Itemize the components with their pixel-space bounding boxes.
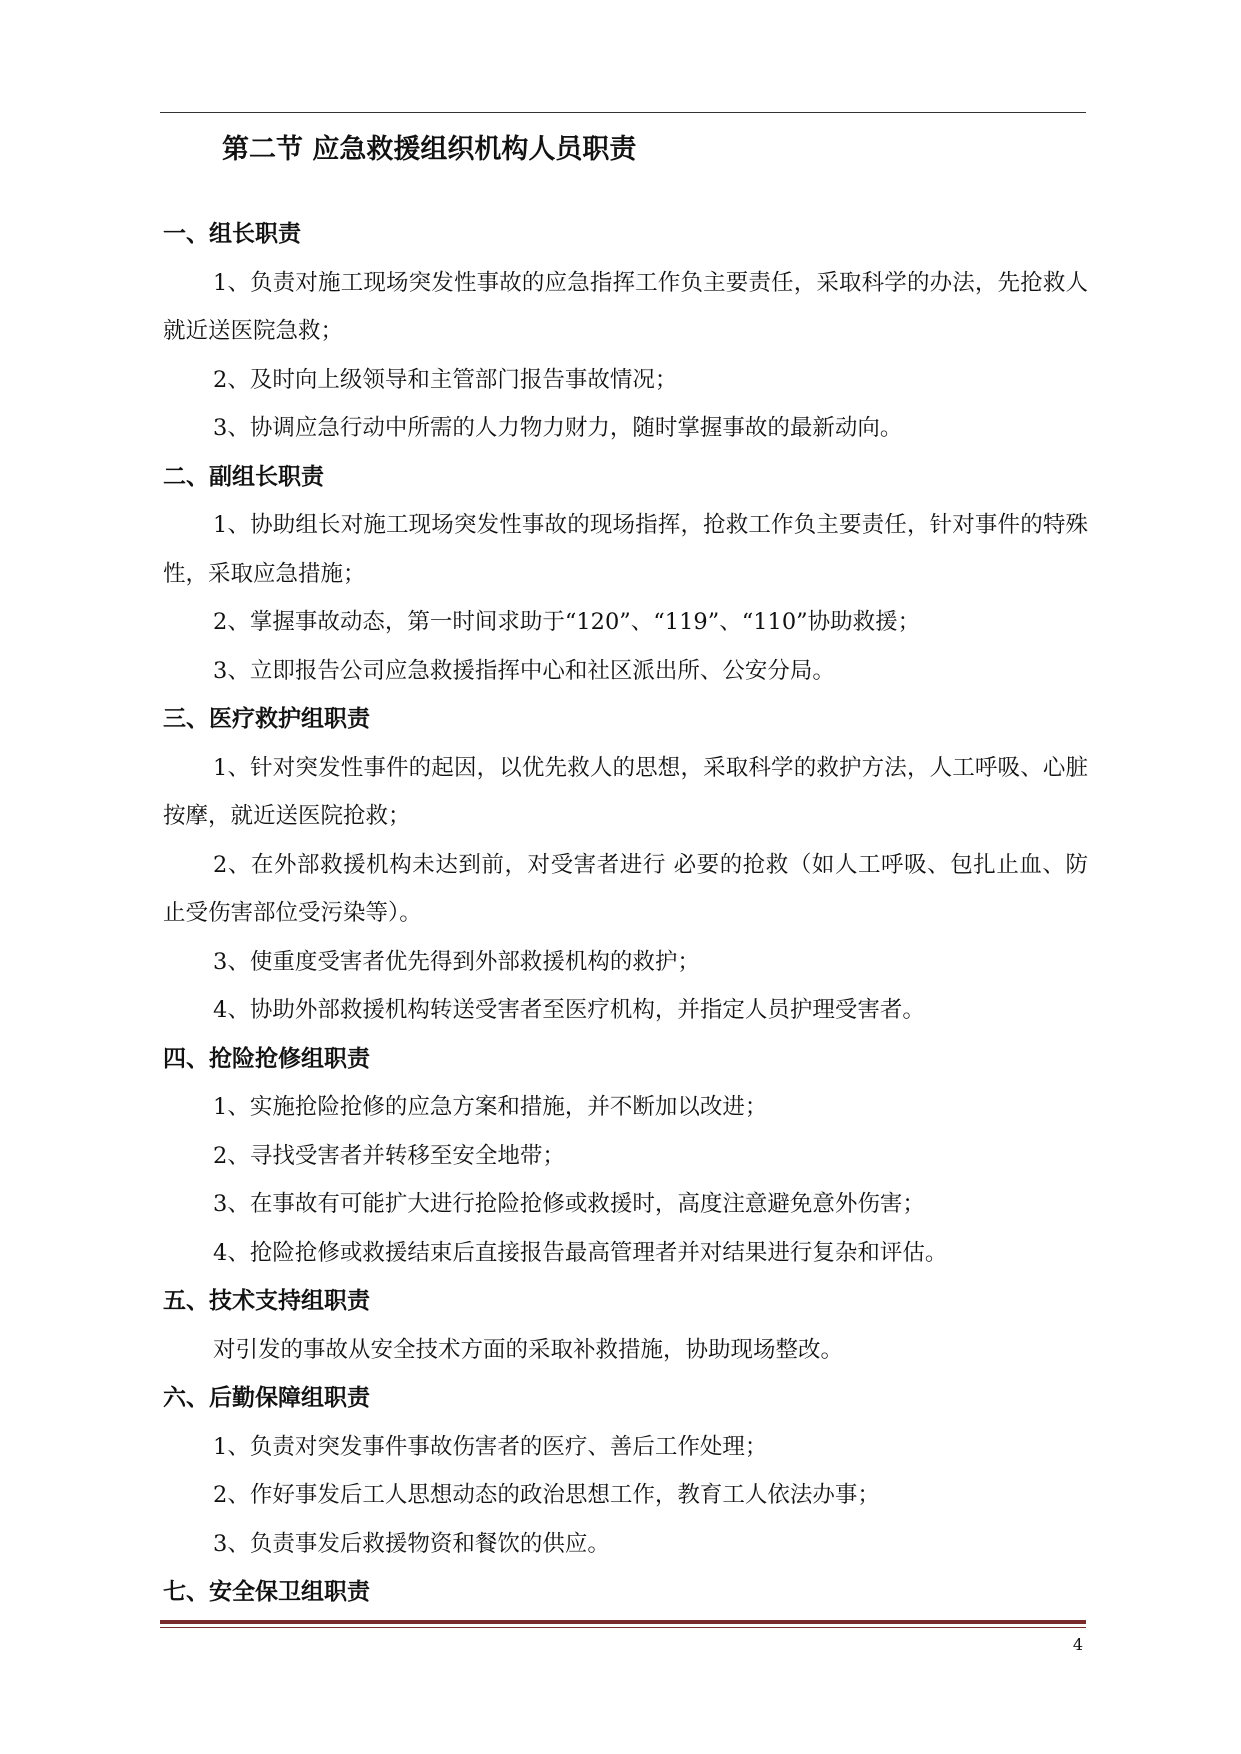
section-heading: 七、安全保卫组职责 xyxy=(163,1579,370,1605)
paragraph: 2、掌握事故动态，第一时间求助于“120”、“119”、“110”协助救援； xyxy=(213,609,921,635)
header-rule xyxy=(160,112,1086,113)
paragraph: 3、负责事发后救援物资和餐饮的供应。 xyxy=(213,1530,610,1557)
paragraph: 2、在外部救援机构未达到前，对受害者进行 必要的抢救（如人工呼吸、包扎止血、防止受伤害部位受污染等）。 xyxy=(163,851,1088,926)
footer-rule-thin xyxy=(160,1627,1086,1628)
section-heading: 五、技术支持组职责 xyxy=(163,1288,370,1314)
paragraph: 1、协助组长对施工现场突发性事故的现场指挥，抢救工作负主要责任，针对事件的特殊性，采取应急措施； xyxy=(163,512,1088,587)
paragraph: 3、在事故有可能扩大进行抢险抢修或救援时，高度注意避免意外伤害； xyxy=(213,1191,925,1217)
paragraph: 1、实施抢险抢修的应急方案和措施，并不断加以改进； xyxy=(213,1094,768,1120)
section-heading: 六、后勤保障组职责 xyxy=(163,1385,370,1411)
page-number: 4 xyxy=(1072,1635,1083,1654)
footer-rule xyxy=(160,1620,1086,1624)
section-heading: 四、抢险抢修组职责 xyxy=(163,1045,370,1072)
paragraph: 2、寻找受害者并转移至安全地带； xyxy=(213,1142,565,1169)
paragraph: 4、协助外部救援机构转送受害者至医疗机构，并指定人员护理受害者。 xyxy=(213,997,925,1023)
page-title: 第二节 应急救援组织机构人员职责 xyxy=(222,134,637,165)
section-heading: 二、副组长职责 xyxy=(163,463,324,490)
section-heading: 一、组长职责 xyxy=(163,221,301,247)
paragraph: 2、作好事发后工人思想动态的政治思想工作，教育工人依法办事； xyxy=(213,1482,880,1508)
paragraph: 1、负责对施工现场突发性事故的应急指挥工作负主要责任，采取科学的办法，先抢救人就近送医院急救； xyxy=(163,269,1088,344)
paragraph: 4、抢险抢修或救援结束后直接报告最高管理者并对结果进行复杂和评估。 xyxy=(213,1239,948,1266)
paragraph: 3、协调应急行动中所需的人力物力财力，随时掌握事故的最新动向。 xyxy=(213,415,903,441)
paragraph: 1、针对突发性事件的起因，以优先救人的思想，采取科学的救护方法，人工呼吸、心脏按摩，就近送医院抢救； xyxy=(163,754,1088,829)
section-heading: 三、医疗救护组职责 xyxy=(163,706,370,732)
paragraph: 3、立即报告公司应急救援指挥中心和社区派出所、公安分局。 xyxy=(213,657,835,684)
paragraph: 1、负责对突发事件事故伤害者的医疗、善后工作处理； xyxy=(213,1433,768,1460)
paragraph: 对引发的事故从安全技术方面的采取补救措施，协助现场整改。 xyxy=(213,1336,844,1363)
paragraph: 2、及时向上级领导和主管部门报告事故情况； xyxy=(213,366,678,393)
document-body xyxy=(163,210,1088,1617)
paragraph: 3、使重度受害者优先得到外部救援机构的救护； xyxy=(213,948,700,975)
